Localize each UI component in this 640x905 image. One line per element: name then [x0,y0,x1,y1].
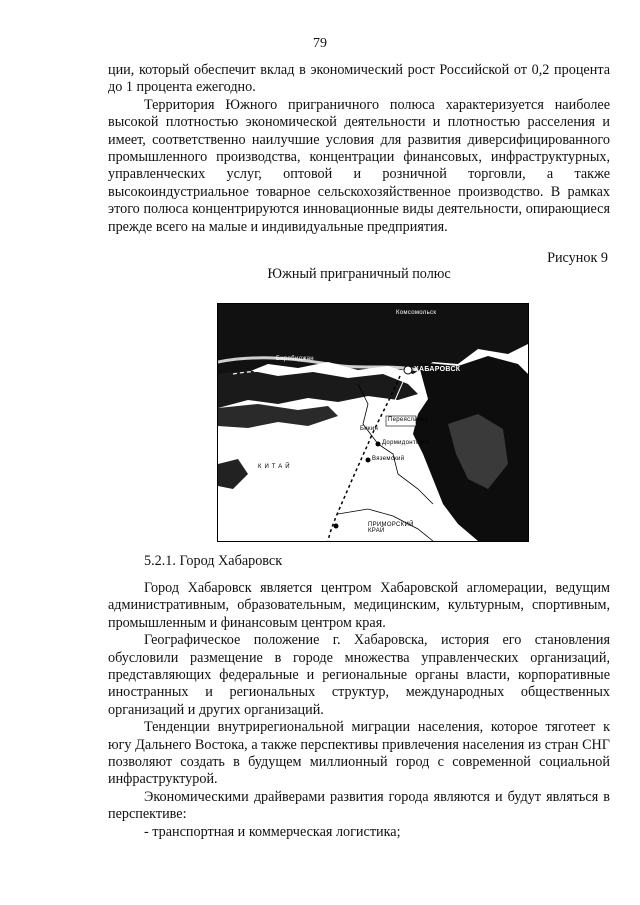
intro-text [108,62,610,236]
paragraph-continued: ции, который обеспечит вклад в экономический рост Российской от 0,2 процента до 1 процента ежегодно. [108,62,610,96]
paragraph-khabarovsk-center: Город Хабаровск является центром Хабаровской агломерации, ведущим административным, образовательным, медицинским, культурным, спортивным, промышленным и финансовым центром края. [108,580,610,631]
map-label-birobidzhan: Биробиджан [276,356,314,362]
paragraph-geography: Географическое положение г. Хабаровска, история его становления обусловили размещение в городе множества управленческих организаций, представляющих федеральные и региональные органы власти, корпоративные иностранных и региональных структур, международных общественных организаций и других организаций. [108,632,610,718]
map-label-vyazemsky: Вяземский [372,456,405,462]
map-label-dormidontovka: Дормидонтовка [382,440,430,446]
body-text [108,580,610,841]
map-figure [217,303,529,542]
map-label-komsomolsk: Комсомольск [396,310,437,316]
map-label-khabarovsk: ХАБАРОВСК [414,366,461,373]
list-item-logistics: - транспортная и коммерческая логистика; [144,823,401,840]
map-label-china: КИТАЙ [258,464,293,470]
map-label-primorsky: ПРИМОРСКИЙ КРАЙ [368,522,414,534]
paragraph-migration: Тенденции внутрирегиональной миграции населения, которое тяготеет к югу Дальнего Востока, а также перспективы привлечения населения из стран СНГ позволяют создать в будущем миллионный город с современной социальной инфраструктурой. [108,719,610,788]
map-image [218,304,528,541]
map-label-bikin: Бикин [360,426,379,432]
section-title: 5.2.1. Город Хабаровск [144,553,283,569]
figure-label: Рисунок 9 [547,250,608,266]
page-number: 79 [313,36,327,51]
figure-title: Южный приграничный полюс [267,266,451,282]
paragraph-drivers: Экономическими драйверами развития города являются и будут являться в перспективе: [108,788,610,823]
paragraph-south-pole: Территория Южного приграничного полюса характеризуется наиболее высокой плотностью экономической деятельности и плотностью расселения и имеет, соответственно наилучшие условия для развития диверсифицированного промышленного производства, концентрации финансовых, инфраструктурных, управленческих услуг, оптовой и розничной торговли, а также высокоиндустриальное товарное сельскохозяйственное производство. В рамках этого полюса концентрируются инновационные виды деятельности, опирающиеся прежде всего на малые и индивидуальные предприятия. [108,96,610,235]
map-label-pereyaslavka: Переяславка [388,417,428,423]
